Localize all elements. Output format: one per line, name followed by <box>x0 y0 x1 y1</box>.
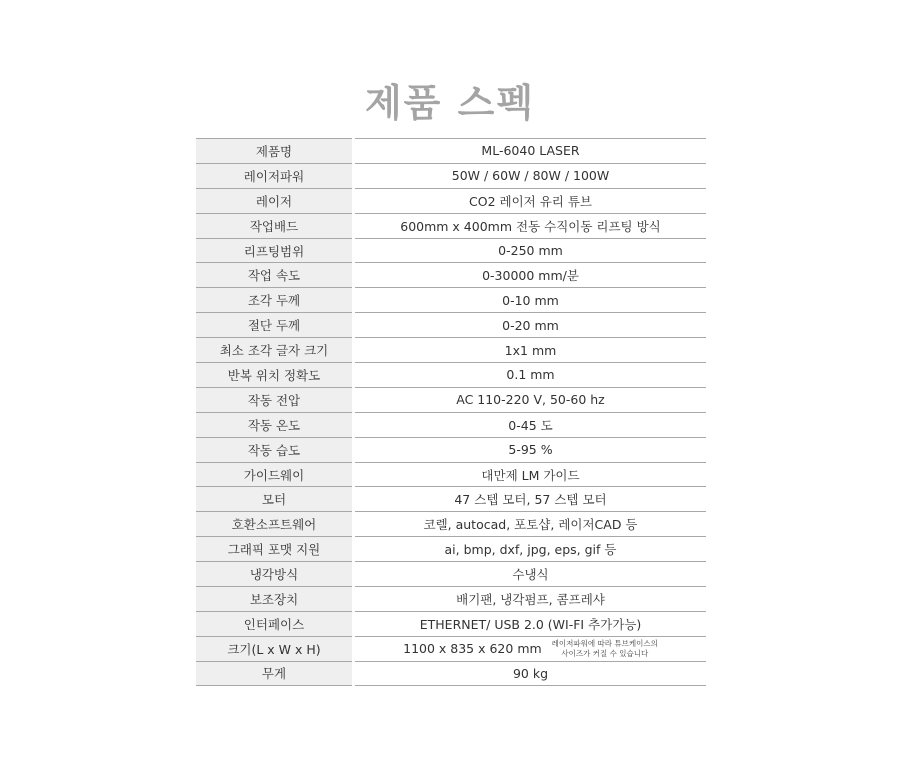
spec-label: 작동 온도 <box>196 412 352 437</box>
spec-value: CO2 레이저 유리 튜브 <box>355 188 706 213</box>
spec-value: AC 110-220 V, 50-60 hz <box>355 387 706 412</box>
spec-label: 작동 습도 <box>196 437 352 462</box>
spec-value: ai, bmp, dxf, jpg, eps, gif 등 <box>355 536 706 561</box>
spec-value: 코렐, autocad, 포토샵, 레이저CAD 등 <box>355 511 706 536</box>
size-note <box>552 639 658 659</box>
spec-label: 리프팅범위 <box>196 238 352 263</box>
spec-label: 절단 두께 <box>196 312 352 337</box>
spec-value: 50W / 60W / 80W / 100W <box>355 163 706 188</box>
spec-value: 90 kg <box>355 661 706 686</box>
spec-label: 레이저 <box>196 188 352 213</box>
spec-row-lifting-range <box>196 238 706 263</box>
spec-label: 최소 조각 글자 크기 <box>196 337 352 362</box>
spec-label: 모터 <box>196 486 352 511</box>
spec-row-min-char-size <box>196 337 706 362</box>
spec-value: 600mm x 400mm 전동 수직이동 리프팅 방식 <box>355 213 706 238</box>
spec-row-product-name <box>196 138 706 163</box>
spec-row-guideway <box>196 462 706 487</box>
spec-row-motor <box>196 486 706 511</box>
spec-value: ETHERNET/ USB 2.0 (WI-FI 추가가능) <box>355 611 706 636</box>
spec-value: 수냉식 <box>355 561 706 586</box>
spec-row-laser-power <box>196 163 706 188</box>
spec-table <box>196 138 706 686</box>
spec-label: 가이드웨이 <box>196 462 352 487</box>
spec-label: 냉각방식 <box>196 561 352 586</box>
spec-label: 작업배드 <box>196 213 352 238</box>
spec-label: 제품명 <box>196 138 352 163</box>
size-note-line: 사이즈가 커질 수 있습니다 <box>561 648 649 658</box>
spec-row-voltage <box>196 387 706 412</box>
spec-value: 5-95 % <box>355 437 706 462</box>
spec-label: 크기(L x W x H) <box>196 636 352 661</box>
spec-value: 0-20 mm <box>355 312 706 337</box>
spec-label: 그래픽 포맷 지원 <box>196 536 352 561</box>
spec-label: 보조장치 <box>196 586 352 611</box>
spec-row-weight <box>196 661 706 686</box>
spec-value: 0-10 mm <box>355 287 706 312</box>
spec-value: 47 스텝 모터, 57 스텝 모터 <box>355 486 706 511</box>
spec-row-cut-depth <box>196 312 706 337</box>
spec-row-temperature <box>196 412 706 437</box>
spec-label: 호환소프트웨어 <box>196 511 352 536</box>
spec-value: 배기팬, 냉각펌프, 콤프레샤 <box>355 586 706 611</box>
size-note-line: 레이저파워에 따라 튜브케이스의 <box>551 638 658 648</box>
spec-value: 0-30000 mm/분 <box>355 262 706 287</box>
spec-row-engrave-depth <box>196 287 706 312</box>
spec-row-repeat-accuracy <box>196 362 706 387</box>
spec-row-software <box>196 511 706 536</box>
spec-row-interface <box>196 611 706 636</box>
spec-label: 조각 두께 <box>196 287 352 312</box>
spec-row-cooling <box>196 561 706 586</box>
spec-value: 대만제 LM 가이드 <box>355 462 706 487</box>
spec-value: ML-6040 LASER <box>355 138 706 163</box>
spec-label: 인터페이스 <box>196 611 352 636</box>
spec-label: 반복 위치 정확도 <box>196 362 352 387</box>
spec-row-humidity <box>196 437 706 462</box>
spec-value-with-note <box>355 636 706 661</box>
spec-label: 레이저파워 <box>196 163 352 188</box>
spec-row-auxiliary <box>196 586 706 611</box>
spec-label: 무게 <box>196 661 352 686</box>
spec-value: 1100 x 835 x 620 mm <box>403 641 542 657</box>
spec-row-work-bed <box>196 213 706 238</box>
spec-label: 작동 전압 <box>196 387 352 412</box>
spec-value: 1x1 mm <box>355 337 706 362</box>
spec-row-laser <box>196 188 706 213</box>
spec-value: 0.1 mm <box>355 362 706 387</box>
spec-label: 작업 속도 <box>196 262 352 287</box>
spec-row-work-speed <box>196 262 706 287</box>
spec-value: 0-45 도 <box>355 412 706 437</box>
spec-row-size <box>196 636 706 661</box>
spec-value: 0-250 mm <box>355 238 706 263</box>
spec-row-graphic-format <box>196 536 706 561</box>
page-title: 제품 스펙 <box>364 81 536 125</box>
